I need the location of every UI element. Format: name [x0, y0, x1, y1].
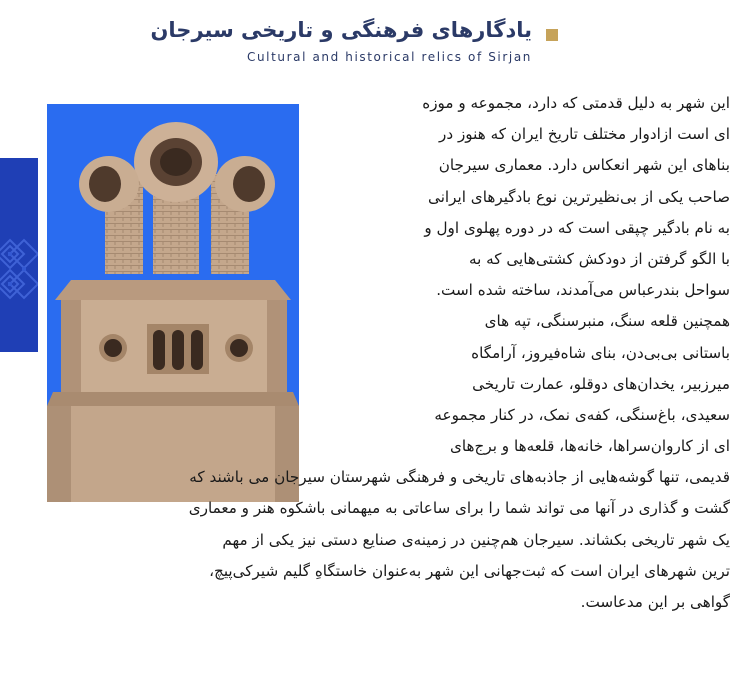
body-line-13: قدیمی، تنها گوشه‌هایی از جاذبه‌های تاریخی و فرهنگی شهرستان سیرجان می باشند که	[189, 468, 730, 487]
body-line-7: سواحل بندرعباس می‌آمدند، ساخته شده است.	[436, 281, 730, 300]
body-line-16: ترین شهرهای ایران است که ثبت‌جهانی این شهر به‌عنوان خاستگاهِ گلیم شیرکی‌پیچ،	[209, 561, 730, 580]
title-bullet-square	[546, 29, 558, 41]
body-line-6: با الگو گرفتن از دودکش کشتی‌هایی که به	[468, 249, 730, 268]
body-line-15: یک شهر تاریخی بکشاند. سیرجان هم‌چنین در زمینه‌ی صنایع دستی نیز یکی از مهم	[222, 530, 730, 549]
body-line-8: همچنین قلعه سنگ، منبرسنگی، تپه های	[484, 312, 730, 331]
header	[150, 14, 560, 70]
body-line-4: صاحب یکی از بی‌نظیرترین نوع بادگیرهای ایرانی	[428, 187, 730, 206]
page-title-persian: یادگارهای فرهنگی و تاریخی سیرجان	[150, 18, 532, 42]
body-line-1: این شهر به دلیل قدمتی که دارد، مجموعه و موزه	[422, 94, 730, 112]
body-line-12: ای از کاروان‌سراها، خانه‌ها، قلعه‌ها و برج‌های	[450, 437, 730, 456]
body-line-10: میرزبیر، یخدان‌های دوقلو، عمارت تاریخی	[472, 374, 730, 393]
body-line-17: گواهی بر این مدعاست.	[580, 593, 730, 611]
body-line-14: گشت و گذاری در آنها می تواند شما را برای ساعاتی به میهمانی باشکوه هنر و معماری	[188, 499, 730, 518]
body-line-3: بناهای این شهر انعکاس دارد. معماری سیرجان	[438, 156, 730, 175]
page-title-english: Cultural and historical relics of Sirjan	[246, 50, 532, 64]
article-body	[20, 88, 730, 618]
body-line-5: به نام بادگیر چپقی است که در دوره پهلوی اول و	[424, 218, 730, 237]
body-line-2: ای است ازادوار مختلف تاریخ ایران که هنوز در	[439, 125, 730, 144]
body-line-11: سعیدی، باغ‌سنگی، کفه‌ی نمک، در کنار مجموعه	[434, 405, 730, 424]
body-line-9: باستانی بی‌بی‌دن، بنای شاه‌فیروز، آرامگاه	[471, 343, 730, 362]
